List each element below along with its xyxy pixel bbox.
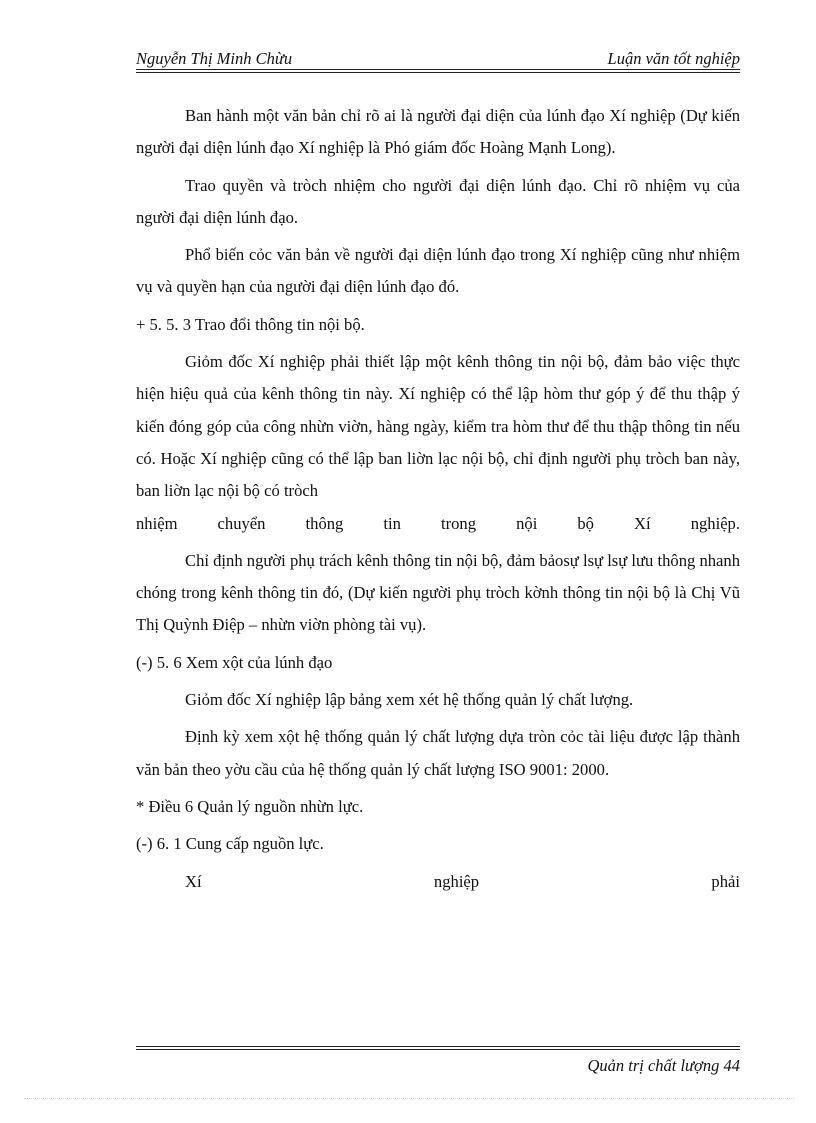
footer-page-label: Quản trị chất lượng 44 xyxy=(587,1056,740,1075)
header-doc-type: Luận văn tốt nghiệp xyxy=(607,49,740,68)
justified-word: nghiệp xyxy=(433,871,480,891)
justified-word: tin xyxy=(383,513,401,533)
section-heading-internal-communication: + 5. 5. 3 Trao đổi thông tin nội bộ. xyxy=(136,314,365,334)
paragraph-internal-channel-last-line xyxy=(136,508,740,540)
justified-word: bộ xyxy=(577,513,594,533)
justified-word: nghiệp. xyxy=(690,513,740,533)
justified-word: Xí xyxy=(634,513,651,533)
justified-word: nội xyxy=(516,513,538,533)
justified-word: Xí xyxy=(185,871,202,891)
justified-word: phải xyxy=(711,871,740,891)
paragraph-representative: Ban hành một văn bản chỉ rõ ai là người đại diện của lúnh đạo Xí nghiệp (Dự kiến người đại diện lúnh đạo Xí nghiệp là Phó giám đốc Hoàng Mạnh Long). xyxy=(136,106,740,158)
paragraph-resource-start xyxy=(136,866,740,898)
section-heading-management-review: (-) 5. 6 Xem xột của lúnh đạo xyxy=(136,652,333,672)
paragraph-channel-owner: Chỉ định người phụ trách kênh thông tin nội bộ, đảm bảosự lsự lsự lưu thông nhanh chóng trong kênh thông tin đó, (Dự kiến người phụ tròch kờnh thông tin nội bộ là Chị Vũ Thị Quỳnh Điệp – nhừn viờn phòng tài vụ). xyxy=(136,550,740,635)
header-rule xyxy=(136,69,740,70)
justified-word: nhiệm xyxy=(136,513,178,533)
paragraph-review-table: Giỏm đốc Xí nghiệp lập bảng xem xét hệ thống quản lý chất lượng. xyxy=(185,690,634,710)
paragraph-internal-channel: Giỏm đốc Xí nghiệp phải thiết lập một kênh thông tin nội bộ, đảm bảo việc thực hiện hiệu quả của kênh thông tin này. Xí nghiệp có thể lập hòm thư góp ý để thu thập ý kiến đóng góp của công nhừn viờn, hàng ngày, kiểm tra hòm thư để thu thập thông tin nếu có. Hoặc Xí nghiệp cũng có thể lập ban liờn lạc nội bộ, chỉ định người phụ tròch ban này, ban liờn lạc nội bộ có tròch xyxy=(136,352,740,501)
page-body xyxy=(136,100,740,898)
justified-word: thông xyxy=(305,513,344,533)
section-heading-resource-management: * Điều 6 Quản lý nguồn nhừn lực. xyxy=(136,796,364,816)
paragraph-dissemination: Phổ biến cỏc văn bản về người đại diện lúnh đạo trong Xí nghiệp cũng như nhiệm vụ và quyền hạn của người đại diện lúnh đạo đó. xyxy=(136,245,740,297)
footer-rule xyxy=(136,1046,740,1047)
header-rule-double xyxy=(136,72,740,73)
section-heading-resource-provision: (-) 6. 1 Cung cấp nguồn lực. xyxy=(136,834,324,854)
paragraph-authority: Trao quyền và tròch nhiệm cho người đại diện lúnh đạo. Chỉ rõ nhiệm vụ của người đại diện lúnh đạo. xyxy=(136,175,740,227)
page-header xyxy=(136,48,740,70)
footer-rule-double xyxy=(136,1049,740,1050)
justified-word: trong xyxy=(441,513,477,533)
header-author: Nguyễn Thị Minh Chừu xyxy=(136,49,293,68)
page-edge-divider xyxy=(24,1098,794,1099)
paragraph-periodic-review: Định kỳ xem xột hệ thống quản lý chất lượng dựa tròn cỏc tài liệu được lập thành văn bản theo yờu cầu của hệ thống quản lý chất lượng ISO 9001: 2000. xyxy=(136,727,740,779)
justified-word: chuyển xyxy=(217,513,266,533)
